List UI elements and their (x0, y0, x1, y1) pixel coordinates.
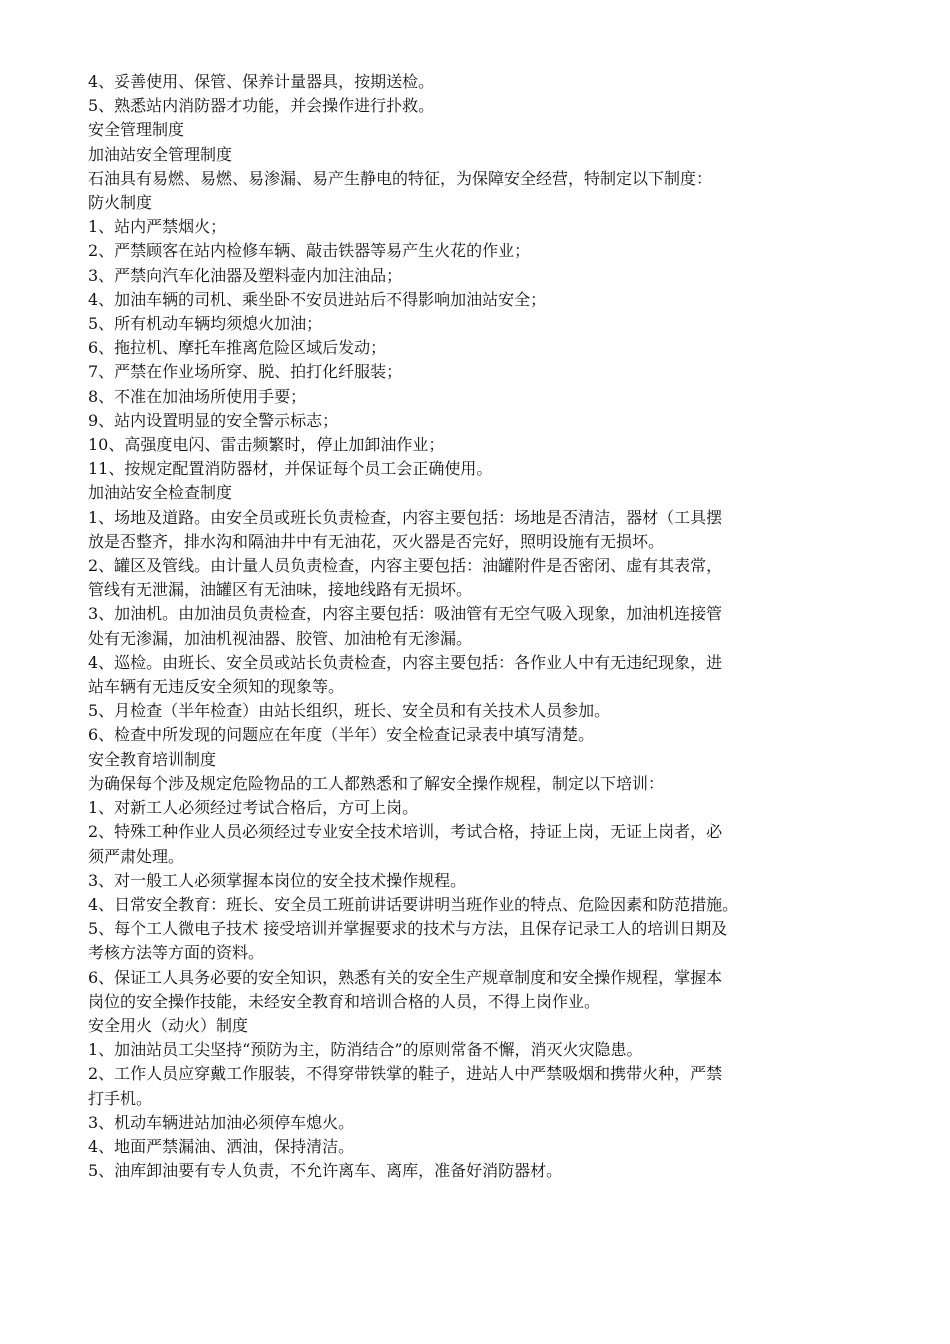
section-heading: 加油站安全管理制度 (88, 144, 233, 164)
text-line: 1、站内严禁烟火； (88, 217, 227, 237)
text-line: 2、特殊工种作业人员必须经过专业安全技术培训，考试合格，持证上岗，无证上岗者，必 (88, 822, 723, 842)
text-line: 石油具有易燃、易燃、易渗漏、易产生静电的特征，为保障安全经营，特制定以下制度： (88, 168, 713, 188)
text-line: 5、月检查（半年检查）由站长组织，班长、安全员和有关技术人员参加。 (88, 701, 611, 721)
text-line: 岗位的安全操作技能，未经安全教育和培训合格的人员，不得上岗作业。 (88, 991, 601, 1011)
text-line: 1、场地及道路。由安全员或班长负责检查，内容主要包括：场地是否清洁，器材（工具摆 (88, 507, 723, 527)
text-line: 2、工作人员应穿戴工作服装，不得穿带铁掌的鞋子，进站人中严禁吸烟和携带火种，严禁 (88, 1064, 723, 1084)
text-line: 考核方法等方面的资料。 (88, 943, 265, 963)
section-heading: 安全教育培训制度 (88, 749, 217, 769)
text-line: 8、不准在加油场所使用手要； (88, 386, 307, 406)
text-line: 3、严禁向汽车化油器及塑料壶内加注油品； (88, 265, 403, 285)
text-line: 4、妥善使用、保管、保养计量器具，按期送检。 (88, 72, 435, 91)
text-line: 6、拖拉机、摩托车推离危险区域后发动； (88, 338, 387, 358)
text-line: 6、检查中所发现的问题应在年度（半年）安全检查记录表中填写清楚。 (88, 725, 595, 745)
text-line: 1、对新工人必须经过考试合格后，方可上岗。 (88, 798, 419, 818)
text-line: 10、高强度电闪、雷击频繁时，停止加卸油作业； (88, 435, 445, 455)
section-heading: 安全用火（动火）制度 (88, 1015, 249, 1035)
text-line: 4、日常安全教育：班长、安全员工班前讲话要讲明当班作业的特点、危险因素和防范措施。 (88, 894, 739, 914)
text-line: 5、所有机动车辆均须熄火加油； (88, 314, 323, 334)
text-line: 管线有无泄漏，油罐区有无油味，接地线路有无损坏。 (88, 580, 473, 600)
section-heading: 安全管理制度 (88, 120, 185, 140)
text-line: 5、熟悉站内消防器才功能，并会操作进行扑救。 (88, 96, 435, 116)
text-line: 4、巡检。由班长、安全员或站长负责检查，内容主要包括：各作业人中有无违纪现象，进 (88, 652, 723, 672)
text-line: 5、每个工人微电子技术 接受培训并掌握要求的技术与方法，且保存记录工人的培训日期及 (88, 919, 728, 939)
text-line: 9、站内设置明显的安全警示标志； (88, 410, 339, 430)
section-heading: 加油站安全检查制度 (88, 483, 233, 503)
text-line: 6、保证工人具务必要的安全知识，熟悉有关的安全生产规章制度和安全操作规程，掌握本 (88, 967, 723, 987)
text-line: 2、罐区及管线。由计量人员负责检查，内容主要包括：油罐附件是否密闭、虚有其表常， (88, 556, 723, 576)
text-line: 为确保每个涉及规定危险物品的工人都熟悉和了解安全操作规程，制定以下培训： (88, 773, 665, 793)
text-line: 3、机动车辆进站加油必须停车熄火。 (88, 1112, 355, 1132)
text-line: 打手机。 (88, 1088, 153, 1108)
text-line: 5、油库卸油要有专人负责，不允许离车、离库，准备好消防器材。 (88, 1161, 563, 1181)
text-line: 3、加油机。由加油员负责检查，内容主要包括：吸油管有无空气吸入现象，加油机连接管 (88, 604, 723, 624)
text-line: 处有无渗漏，加油机视油器、胶管、加油枪有无渗漏。 (88, 628, 473, 648)
text-line: 放是否整齐，排水沟和隔油井中有无油花，灭火器是否完好，照明设施有无损坏。 (88, 531, 665, 551)
text-line: 须严肃处理。 (88, 846, 185, 866)
text-line: 3、对一般工人必须掌握本岗位的安全技术操作规程。 (88, 870, 467, 890)
text-line: 11、按规定配置消防器材，并保证每个员工会正确使用。 (88, 459, 493, 479)
text-line: 4、加油车辆的司机、乘坐卧不安员进站后不得影响加油站安全； (88, 289, 547, 309)
text-line: 站车辆有无违反安全须知的现象等。 (88, 677, 345, 697)
section-heading: 防火制度 (88, 193, 153, 213)
text-line: 7、严禁在作业场所穿、脱、拍打化纤服装； (88, 362, 403, 382)
text-line: 1、加油站员工尖坚持“预防为主，防消结合”的原则常备不懈，消灭火灾隐患。 (88, 1040, 643, 1060)
text-line: 4、地面严禁漏油、洒油，保持清洁。 (88, 1136, 355, 1156)
text-line: 2、严禁顾客在站内检修车辆、敲击铁器等易产生火花的作业； (88, 241, 531, 261)
